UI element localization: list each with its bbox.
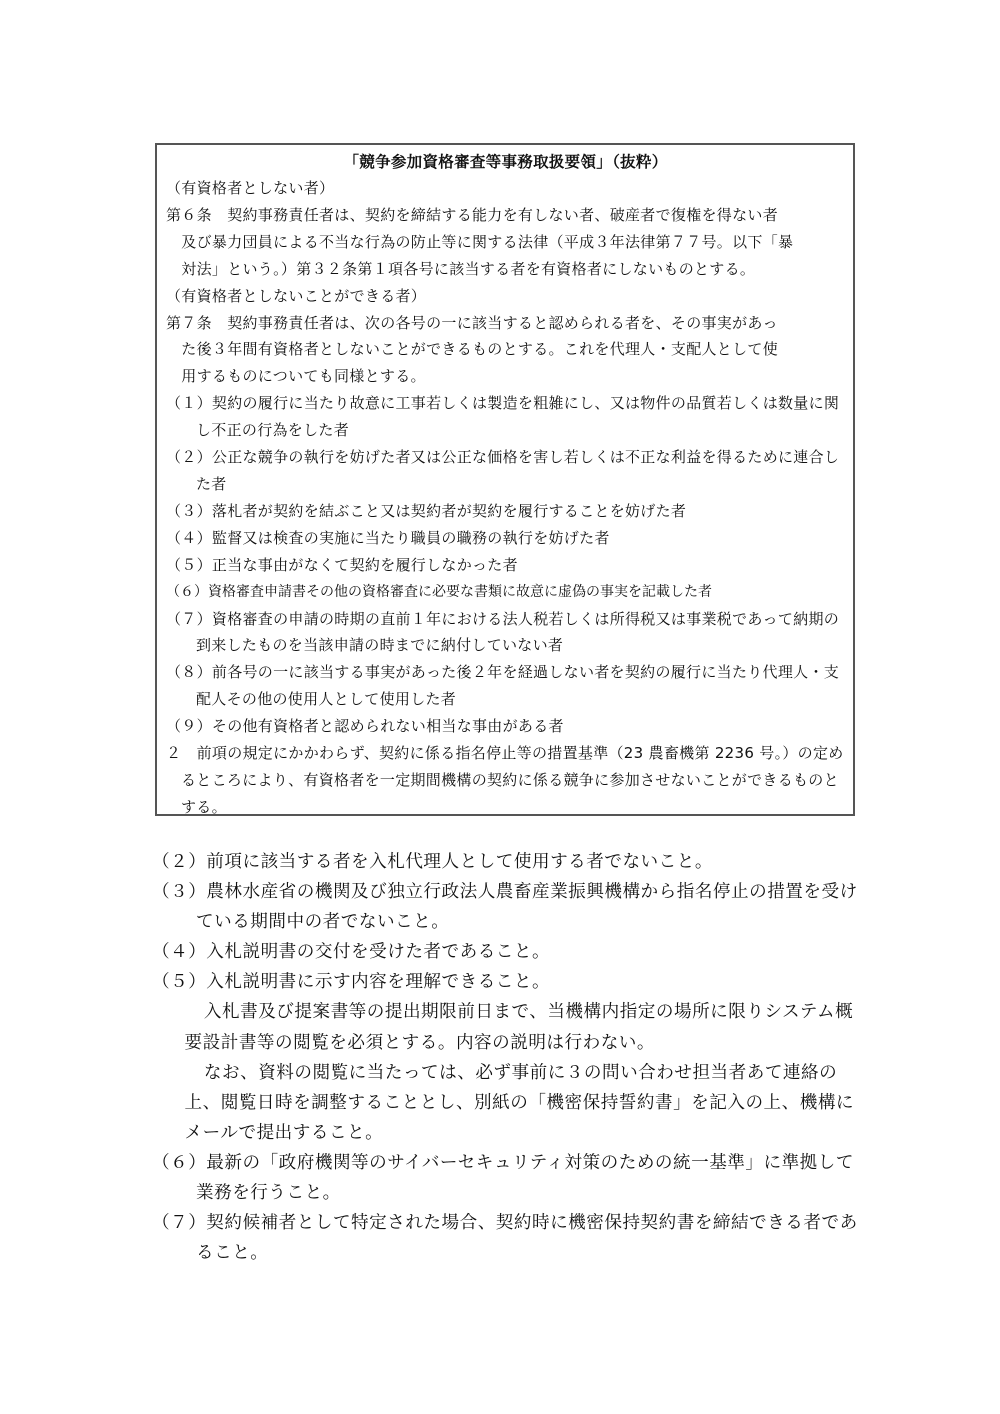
article6-heading: （有資格者としない者） bbox=[166, 179, 335, 197]
article7-paragraph-2: ２ 前項の規定にかかわらず、契約に係る指名停止等の措置基準（23 農畜機第 2236 号。）の定めるところにより、有資格者を一定期間機構の契約に係る競争に参加させないことができるものとする。 bbox=[166, 744, 844, 816]
requirement-item-4: （４）入札説明書の交付を受けた者であること。 bbox=[152, 942, 551, 963]
article7-item-2: （２）公正な競争の執行を妨げた者又は公正な価格を害し若しくは不正な利益を得るために連合した者 bbox=[166, 448, 840, 493]
article6-line-1: 第６条 契約事務責任者は、契約を締結する能力を有しない者、破産者で復権を得ない者 bbox=[166, 205, 779, 224]
article7-item-3: （３）落札者が契約を結ぶこと又は契約者が契約を履行することを妨げた者 bbox=[166, 501, 687, 520]
article7-line-1: 第７条 契約事務責任者は、次の各号の一に該当すると認められる者を、その事実があっ bbox=[166, 313, 778, 332]
requirement-item-3: （３）農林水産省の機関及び独立行政法人農畜産業振興機構から指名停止の措置を受けている期間中の者でないこと。 bbox=[152, 882, 858, 933]
article7-item-9: （９）その他有資格者と認められない相当な事由がある者 bbox=[166, 717, 564, 736]
article6-line-2: 及び暴力団員による不当な行為の防止等に関する法律（平成３年法律第７７号。以下「暴 bbox=[166, 232, 794, 251]
article7-heading: （有資格者としないことができる者） bbox=[166, 286, 427, 305]
requirement-item-7: （７）契約候補者として特定された場合、契約時に機密保持契約書を締結できる者であること。 bbox=[152, 1213, 858, 1264]
requirement-item-5: （５）入札説明書に示す内容を理解できること。 bbox=[152, 972, 551, 993]
article7-item-6: （６）資格審査申請書その他の資格審査に必要な書類に故意に虚偽の事実を記載した者 bbox=[166, 583, 712, 600]
article7-item-5: （５）正当な事由がなくて契約を履行しなかった者 bbox=[166, 555, 518, 574]
article7-item-4: （４）監督又は検査の実施に当たり職員の職務の執行を妨げた者 bbox=[166, 528, 610, 547]
article7-item-8: （８）前各号の一に該当する事実があった後２年を経過しない者を契約の履行に当たり代理人・支配人その他の使用人として使用した者 bbox=[166, 663, 840, 709]
requirement-item-6: （６）最新の「政府機関等のサイバーセキュリティ対策のための統一基準」に準拠して業務を行うこと。 bbox=[152, 1152, 854, 1204]
article6-line-3: 対法」という。）第３２条第１項各号に該当する者を有資格者にしないものとする。 bbox=[166, 259, 756, 278]
article7-item-7: （７）資格審査の申請の時期の直前１年における法人税若しくは所得税又は事業税であって納期の到来したものを当該申請の時までに納付していない者 bbox=[166, 609, 840, 655]
article7-item-1: （１）契約の履行に当たり故意に工事若しくは製造を粗雑にし、又は物件の品質若しくは数量に関し不正の行為をした者 bbox=[166, 394, 840, 440]
requirement-item-2: （２）前項に該当する者を入札代理人として使用する者でないこと。 bbox=[152, 852, 713, 872]
confidentiality-pledge-paragraph: なお、資料の閲覧に当たっては、必ず事前に３の問い合わせ担当者あて連絡の上、閲覧日時を調整することとし、別紙の「機密保持誓約書」を記入の上、機構にメールで提出すること。 bbox=[184, 1062, 855, 1143]
regulation-excerpt-box bbox=[155, 143, 855, 816]
article7-line-2: た後３年間有資格者としないことができるものとする。これを代理人・支配人として使 bbox=[166, 340, 779, 359]
article7-line-3: 用するものについても同様とする。 bbox=[166, 367, 426, 386]
excerpt-title: 「競争参加資格審査等事務取扱要領」（抜粋） bbox=[343, 153, 668, 171]
requirements-body bbox=[152, 847, 860, 1268]
document-viewing-paragraph: 入札書及び提案書等の提出期限前日まで、当機構内指定の場所に限りシステム概要設計書等の閲覧を必須とする。内容の説明は行わない。 bbox=[184, 1002, 854, 1053]
